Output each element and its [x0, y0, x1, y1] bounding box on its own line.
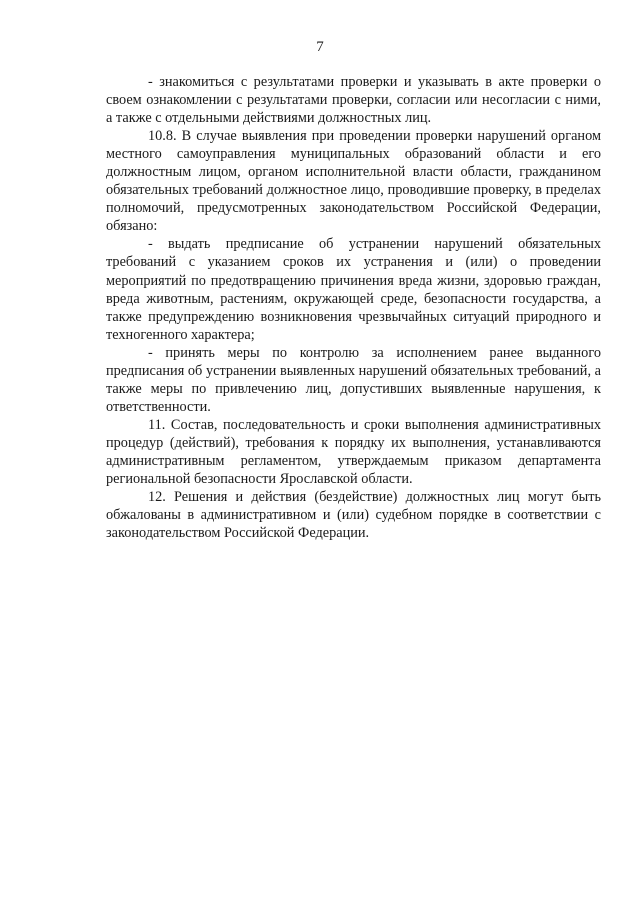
- page-number: 7: [316, 39, 324, 55]
- paragraph-12-appeal: 12. Решения и действия (бездействие) должностных лиц могут быть обжалованы в административном и (или) судебном порядке в соответствии с законодательством Российской Федерации.: [106, 489, 601, 542]
- paragraph-control-measures: - принять меры по контролю за исполнением ранее выданного предписания об устранении выявленных нарушений обязательных требований, а также меры по привлечению лиц, допустивших выявленные нарушения, к ответственности.: [106, 344, 601, 415]
- paragraph-10-8-violations: 10.8. В случае выявления при проведении проверки нарушений органом местного самоуправления муниципальных образований области и его должностным лицом, органом исполнительной власти области, гражданином обязательных требований должностное лицо, проводившие проверку, в пределах полномочий, предусмотренных законодательством Российской Федерации, обязано:: [106, 128, 601, 235]
- paragraph-acquaintance-right: - знакомиться с результатами проверки и указывать в акте проверки о своем ознакомлении с результатами проверки, согласии или несогласии с ними, а также с отдельными действиями должностных лиц.: [106, 74, 601, 127]
- paragraph-11-procedures: 11. Состав, последовательность и сроки выполнения административных процедур (действий), требования к порядку их выполнения, устанавливаются административным регламентом, утверждаемым приказом департамента региональной безопасности Ярославской области.: [106, 416, 601, 488]
- paragraph-issue-prescription: - выдать предписание об устранении нарушений обязательных требований с указанием сроков их устранения и (или) о проведении мероприятий по предотвращению причинения вреда жизни, здоровью граждан, вреда животным, растениям, окружающей среде, безопасности государства, а также предупреждению возникновения чрезвычайных ситуаций природного и техногенного характера;: [106, 236, 601, 343]
- document-body: [106, 73, 601, 542]
